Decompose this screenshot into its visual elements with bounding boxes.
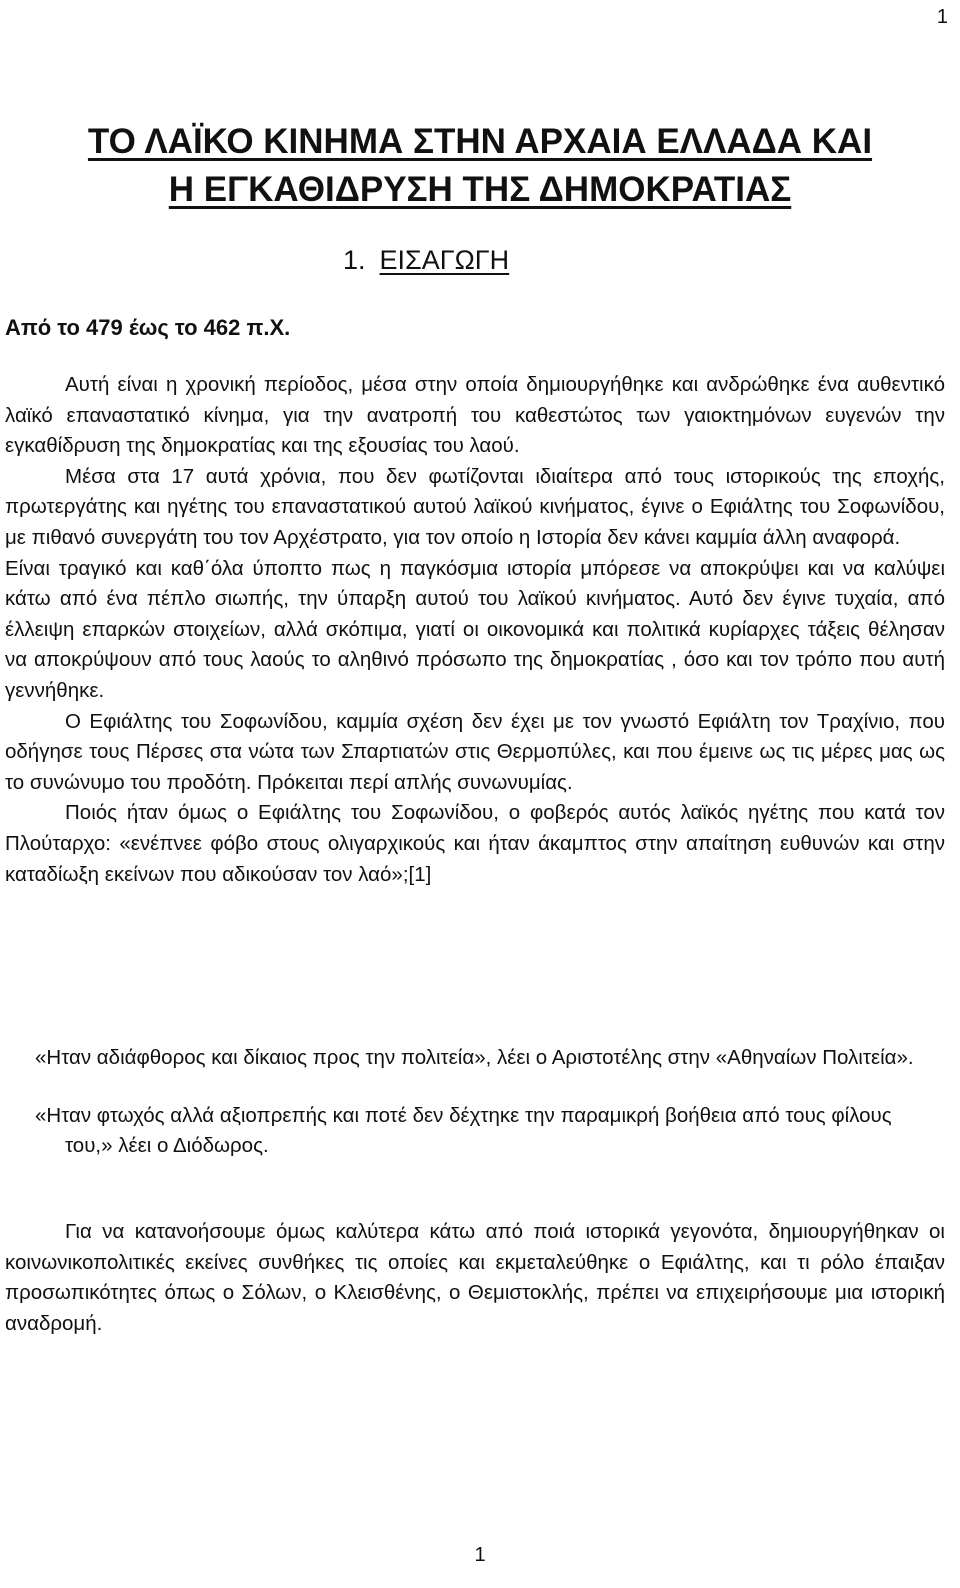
title-line-1: ΤΟ ΛΑΪΚΟ ΚΙΝΗΜΑ ΣΤΗΝ ΑΡΧΑΙΑ ΕΛΛΑΔΑ ΚΑΙ: [87, 122, 873, 161]
page-number-top: 1: [936, 6, 948, 28]
paragraph: Για να κατανοήσουμε όμως καλύτερα κάτω από ποιά ιστορικά γεγονότα, δημιουργήθηκαν οι κοινωνικοπολιτικές εκείνες συνθήκες τις οποίες και εκμεταλεύθηκε ο Εφιάλτης, και τι ρόλο έπαιξαν προσωπικότητες όπως ο Σόλων, ο Κλεισθένης, ο Θεμιστοκλής, πρέπει να επιχειρήσουμε μια ιστορική αναδρομή.: [5, 1220, 945, 1335]
quote: «Ηταν φτωχός αλλά αξιοπρεπής και ποτέ δεν δέχτηκε την παραμικρή βοήθεια από τους φίλους του,» λέει ο Διόδωρος.: [35, 1104, 892, 1157]
section-heading-text: ΕΙΣΑΓΩΓΗ: [379, 245, 510, 275]
quote: «Ηταν αδιάφθορος και δίκαιος προς την πολιτεία», λέει ο Αριστοτέλης στην «Αθηναίων Πολιτεία».: [35, 1046, 914, 1069]
page-number-bottom: 1: [474, 1544, 486, 1566]
section-heading: [343, 240, 509, 280]
paragraph: Μέσα στα 17 αυτά χρόνια, που δεν φωτίζονται ιδιαίτερα από τους ιστορικούς της εποχής, πρωτεργάτης και ηγέτης του επαναστατικού αυτού λαϊκού κινήματος, έγινε ο Εφιάλτης του Σοφωνίδου, με πιθανό συνεργάτη του τον Αρχέστρατο, για τον οποίο η Ιστορία δεν κάνει καμμία άλλη αναφορά.: [5, 464, 945, 549]
paragraph: Ποιός ήταν όμως ο Εφιάλτης του Σοφωνίδου, ο φοβερός αυτός λαϊκός ηγέτης που κατά τον Πλούταρχο: «ενέπνεε φόβο στους ολιγαρχικούς και ήταν άκαμπτος στην απαίτηση ευθυνών και στην καταδίωξη εκείνων που αδικούσαν τον λαό»;[1]: [5, 801, 945, 886]
title-line-2: Η ΕΓΚΑΘΙΔΡΥΣΗ ΤΗΣ ΔΗΜΟΚΡΑΤΙΑΣ: [168, 170, 792, 209]
paragraph: Ο Εφιάλτης του Σοφωνίδου, καμμία σχέση δεν έχει με τον γνωστό Εφιάλτη τον Τραχίνιο, που οδήγησε τους Πέρσες στα νώτα των Σπαρτιατών στις Θερμοπύλες, και που έμεινε ως τις μέρες μας ως το συνώνυμο του προδότη. Πρόκειται περί απλής συνωνυμίας.: [5, 709, 945, 794]
body-text: [5, 370, 945, 890]
quotes: [35, 1043, 935, 1189]
closing-text: [5, 1217, 945, 1339]
period-subtitle: Από το 479 έως το 462 π.Χ.: [5, 315, 291, 340]
section-number: 1.: [343, 245, 366, 275]
paragraph: Αυτή είναι η χρονική περίοδος, μέσα στην οποία δημιουργήθηκε και ανδρώθηκε ένα αυθεντικό λαϊκό επαναστατικό κίνημα, για την ανατροπή του καθεστώτος των γαιοκτημόνων ευγενών την εγκαθίδρυση της δημοκρατίας και της εξουσίας του λαού.: [5, 373, 945, 458]
paragraph: Είναι τραγικό και καθ΄όλα ύποπτο πως η παγκόσμια ιστορία μπόρεσε να αποκρύψει και να καλύψει κάτω από ένα πέπλο σιωπής, την ύπαρξη αυτού του λαϊκού κινήματος. Αυτό δεν έγινε τυχαία, από έλλειψη επαρκών στοιχείων, αλλά σκόπιμα, γιατί οι οικονομικά και πολιτικά κυρίαρχες τάξεις θέλησαν να αποκρύψουν από τους λαούς το αληθινό πρόσωπο της δημοκρατίας , όσο και τον τρόπο που αυτή γεννήθηκε.: [5, 556, 945, 702]
document-title: [0, 118, 960, 214]
